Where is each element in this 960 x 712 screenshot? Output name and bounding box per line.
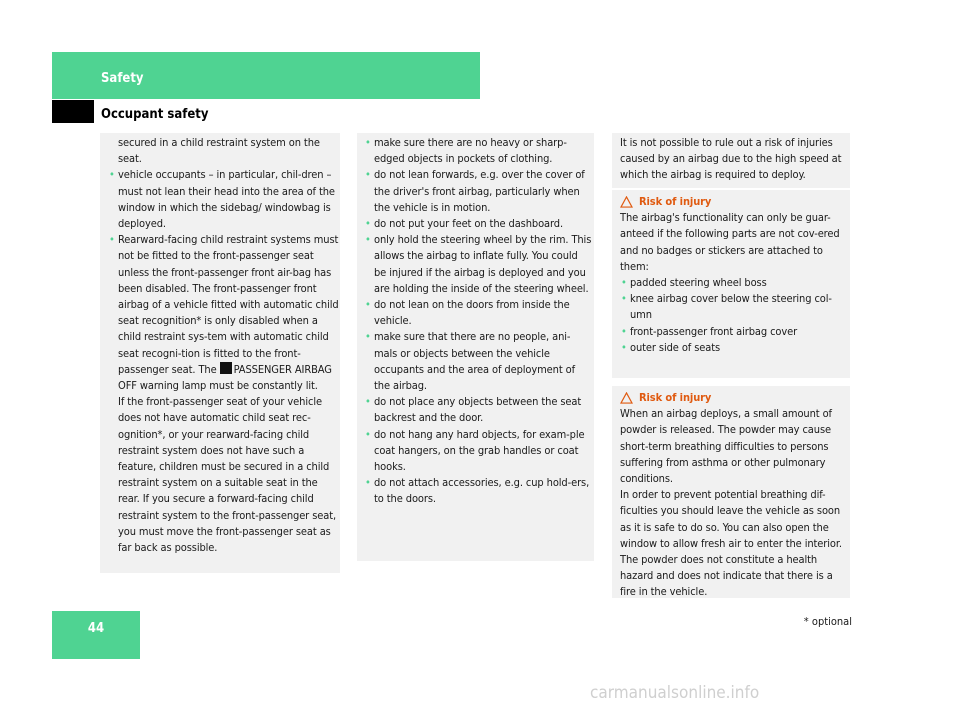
- watermark: carmanualsonline.info: [590, 683, 760, 703]
- subsection-title: Occupant safety: [101, 107, 209, 122]
- list-item: • knee airbag cover below the steering col-umn: [620, 291, 848, 323]
- list-item: • do not lean forwards, e.g. over the cover of the driver's front airbag, particularly when the vehicle is in motion.: [357, 167, 592, 216]
- warning-1: [620, 194, 848, 356]
- warning-2-text-2: In order to prevent potential breathing dif-ficulties you should leave the vehicle as soon as it is safe to do so. You can also open the window to allow fresh air to enter the interior. The powder does not constitute a health hazard and does not indicate that there is a fire in the vehicle.: [620, 488, 842, 599]
- column-2: [357, 135, 592, 508]
- list-item: • front-passenger front airbag cover: [620, 324, 848, 340]
- list-item: • do not place any objects between the seat backrest and the door.: [357, 394, 592, 426]
- warning-triangle-icon: [620, 392, 633, 404]
- list-item: • do not attach accessories, e.g. cup hold-ers, to the doors.: [357, 475, 592, 507]
- page-number: 44: [87, 621, 105, 636]
- section-tab-marker: [52, 100, 94, 123]
- warning-1-title: Risk of injury: [639, 195, 712, 208]
- col2-list: [357, 135, 592, 508]
- list-item: • vehicle occupants – in particular, chil-dren – must not lean their head into the area of the window in which the sidebag/ windowbag is deployed.: [101, 167, 339, 232]
- warning-1-list: [620, 275, 848, 356]
- list-item: • padded steering wheel boss: [620, 275, 848, 291]
- col1-intro: secured in a child restraint system on the seat.: [118, 136, 320, 166]
- list-item: • do not put your feet on the dashboard.: [357, 216, 592, 232]
- pax-label: PASSENGER AIRBAG OFF: [118, 362, 332, 393]
- col3-intro: It is not possible to rule out a risk of injuries caused by an airbag due to the high speed at which the airbag is required to deploy.: [620, 136, 842, 182]
- list-item: • make sure that there are no people, ani-mals or objects between the vehicle occupants and the area of deployment of the airbag.: [357, 329, 592, 394]
- section-title: Safety: [101, 71, 144, 86]
- warning-triangle-icon: [620, 196, 633, 208]
- warning-1-heading: [620, 194, 848, 210]
- warning-2: [620, 390, 848, 601]
- pax-tail: warning lamp must be constantly lit.: [139, 379, 318, 393]
- list-item: [101, 232, 339, 394]
- passenger-airbag-off-icon: [220, 362, 232, 374]
- warning-2-text-1: When an airbag deploys, a small amount of powder is released. The powder may cause short-term breathing difficulties to persons suffering from asthma or other pulmonary conditions.: [620, 407, 832, 486]
- list-item: • do not lean on the doors from inside the vehicle.: [357, 297, 592, 329]
- optional-footnote: * optional: [803, 615, 852, 628]
- warning-1-text: The airbag's functionality can only be guar-anteed if the following parts are not cov-ered and no badges or stickers are attached to them:: [620, 211, 840, 273]
- list-item: • do not hang any hard objects, for exam-ple coat hangers, on the grab handles or coat hooks.: [357, 427, 592, 476]
- warning-2-title: Risk of injury: [639, 391, 712, 404]
- column-1: [101, 135, 339, 556]
- list-item: • outer side of seats: [620, 340, 848, 356]
- list-item: • only hold the steering wheel by the rim. This allows the airbag to inflate fully. You could be injured if the airbag is deployed and you are holding the inside of the steering wheel.: [357, 232, 592, 297]
- warning-2-heading: [620, 390, 848, 406]
- col1-paragraph: If the front-passenger seat of your vehicle does not have automatic child seat rec-ognition*, or your rearward-facing child restraint system does not have such a feature, children must be secured in a child restraint system on a suitable seat in the rear. If you secure a forward-facing child restraint system to the front-passenger seat, you must move the front-passenger seat as far back as possible.: [118, 395, 337, 555]
- column-3-intro: [620, 135, 848, 184]
- list-item: • make sure there are no heavy or sharp-edged objects in pockets of clothing.: [357, 135, 592, 167]
- col1-list: [101, 167, 339, 394]
- list-item-text: Rearward-facing child restraint systems must not be fitted to the front-passenger seat unless the front-passenger front air-bag has been disabled. The front-passenger front airbag of a vehicle fitted with automatic child seat recognition* is only disabled when a child restraint sys-tem with automatic child seat recogni-tion is fitted to the front-passenger seat. The: [118, 233, 339, 376]
